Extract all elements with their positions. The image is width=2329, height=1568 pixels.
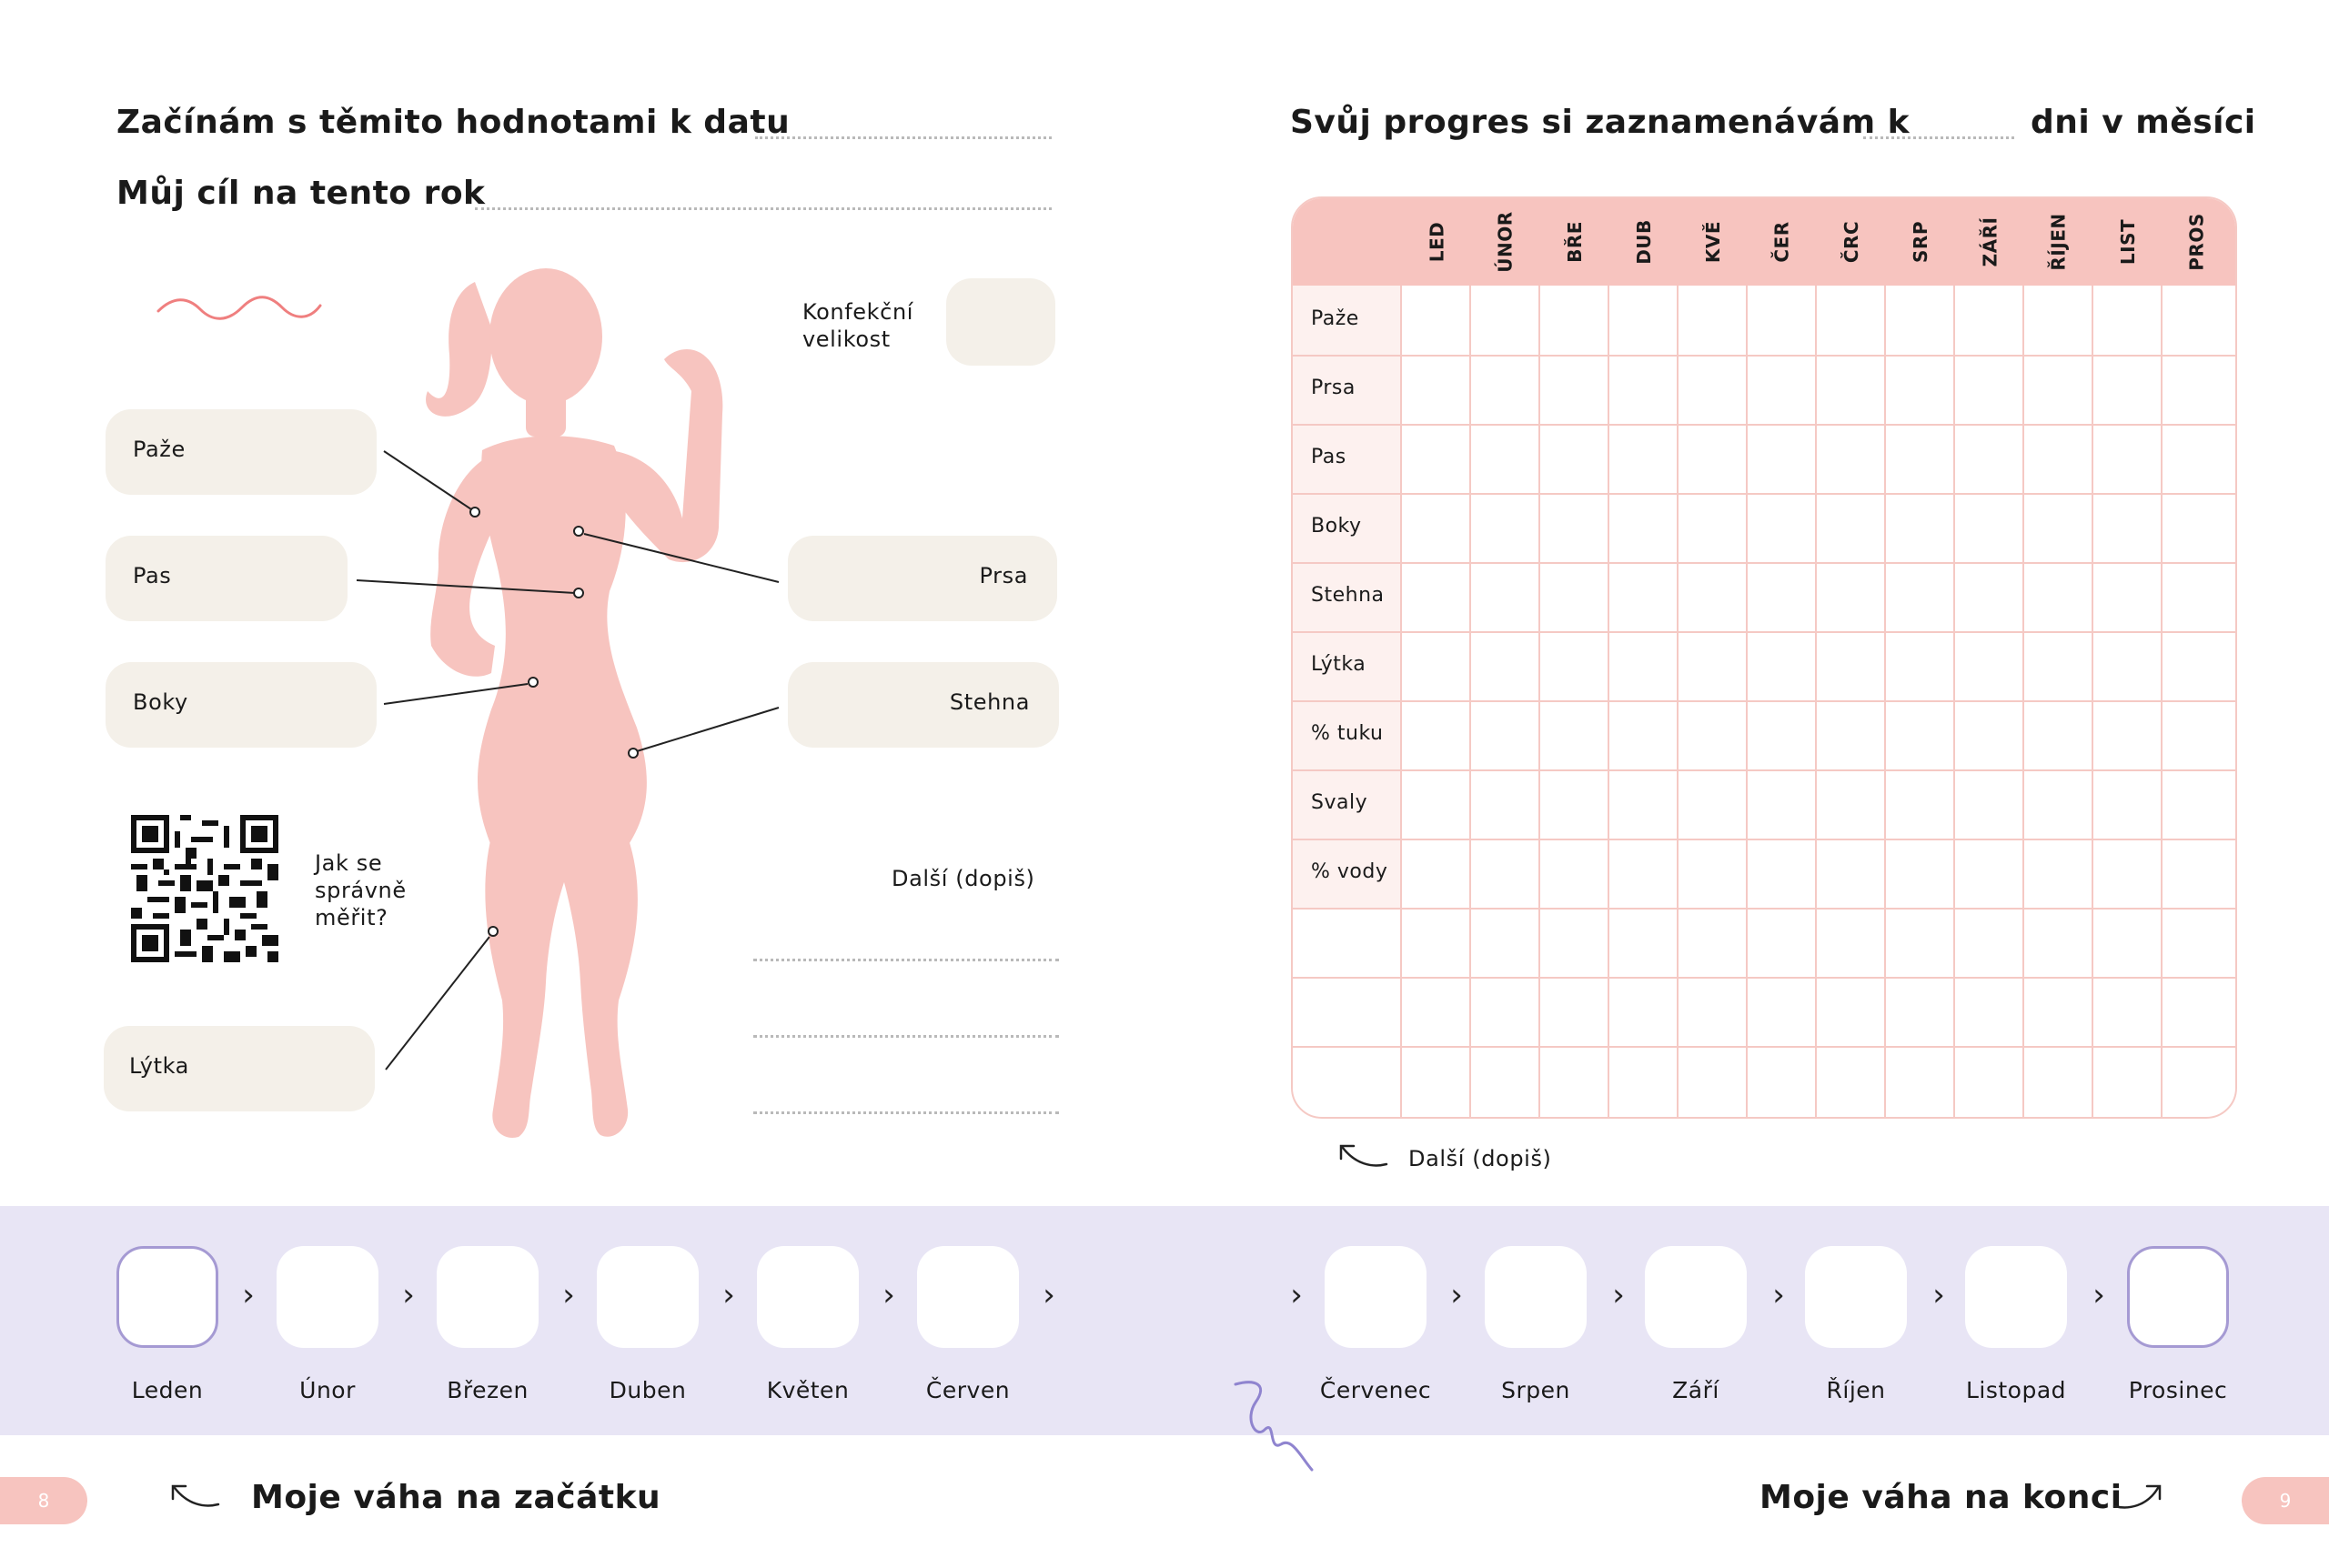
row-label: Pas: [1311, 446, 1346, 468]
row-label: % vody: [1311, 860, 1388, 883]
size-field[interactable]: [946, 278, 1055, 366]
col-header: ŘÍJEN: [2048, 213, 2070, 271]
month-box-kveten[interactable]: [757, 1246, 859, 1348]
chevron-right-icon: ›: [402, 1277, 415, 1313]
month-label: Prosinec: [2128, 1377, 2228, 1403]
arms-label: Paže: [133, 437, 186, 462]
thighs-field[interactable]: [788, 662, 1059, 748]
row-label: Stehna: [1311, 584, 1385, 607]
chevron-right-icon: ›: [1612, 1277, 1625, 1313]
page-number-right: 9: [2242, 1477, 2329, 1524]
chevron-right-icon: ›: [1932, 1277, 1945, 1313]
month-box-listopad[interactable]: [1965, 1246, 2067, 1348]
chevron-right-icon: ›: [722, 1277, 735, 1313]
col-header: ČER: [1771, 221, 1793, 263]
col-header: DUB: [1633, 219, 1655, 265]
other-line-3[interactable]: [753, 1111, 1059, 1114]
waist-label: Pas: [133, 563, 172, 588]
col-header: KVĚ: [1701, 220, 1724, 264]
month-box-duben[interactable]: [597, 1246, 699, 1348]
table-body: [1402, 286, 2235, 908]
grid-line: [1293, 631, 2235, 633]
month-label: Srpen: [1501, 1377, 1570, 1403]
month-box-prosinec[interactable]: [2127, 1246, 2229, 1348]
month-label: Červen: [925, 1377, 1011, 1403]
month-label: Květen: [766, 1377, 850, 1403]
progress-day-line[interactable]: [1863, 136, 2014, 139]
weight-end-heading: Moje váha na konci: [1759, 1479, 2122, 1516]
progress-heading-suffix: dni v měsíci: [2031, 104, 2256, 141]
grid-line: [1293, 562, 2235, 564]
chevron-right-icon: ›: [242, 1277, 255, 1313]
month-box-leden[interactable]: [116, 1246, 218, 1348]
grid-line: [1293, 493, 2235, 495]
month-box-cervenec[interactable]: [1325, 1246, 1427, 1348]
progress-heading-prefix: Svůj progres si zaznamenávám k: [1290, 104, 1911, 141]
row-label: Paže: [1311, 307, 1359, 330]
thighs-label: Stehna: [949, 689, 1030, 715]
month-label: Září: [1672, 1377, 1719, 1403]
month-label: Duben: [609, 1377, 687, 1403]
row-label: Lýtka: [1311, 653, 1366, 676]
grid-line: [1293, 700, 2235, 702]
curved-arrow-icon: [1336, 1141, 1390, 1173]
month-box-srpen[interactable]: [1485, 1246, 1587, 1348]
month-label: Březen: [447, 1377, 529, 1403]
chest-field[interactable]: [788, 536, 1057, 621]
grid-line: [1293, 908, 2235, 910]
month-label: Únor: [299, 1377, 356, 1403]
other-note: Další (dopiš): [1408, 1146, 1552, 1171]
month-label: Říjen: [1826, 1377, 1886, 1403]
row-label: Boky: [1311, 515, 1362, 538]
grid-line: [1293, 839, 2235, 840]
month-label: Červenec: [1319, 1377, 1432, 1403]
other-line-1[interactable]: [753, 959, 1059, 961]
row-label: Svaly: [1311, 791, 1368, 814]
col-header: ZÁŘÍ: [1978, 216, 2001, 267]
col-header: ÚNOR: [1494, 211, 1517, 273]
row-label: Prsa: [1311, 377, 1356, 399]
arms-field[interactable]: [106, 409, 377, 495]
table-header: [1293, 198, 2235, 286]
weight-start-heading: Moje váha na začátku: [251, 1479, 661, 1516]
col-header: LIST: [2116, 218, 2139, 266]
col-header: ČRC: [1840, 220, 1862, 264]
curved-arrow-icon: [2111, 1481, 2165, 1513]
progress-table: [1291, 196, 2237, 1119]
curved-arrow-icon: [167, 1481, 222, 1513]
grid-line: [1293, 977, 2235, 979]
month-label: Listopad: [1965, 1377, 2067, 1403]
calves-label: Lýtka: [129, 1053, 189, 1079]
start-heading: Začínám s těmito hodnotami k datu: [116, 104, 791, 141]
row-label: % tuku: [1311, 722, 1384, 745]
col-header: LED: [1425, 221, 1447, 263]
col-header: BŘE: [1564, 221, 1586, 263]
other-line-2[interactable]: [753, 1035, 1059, 1038]
page-number-left: 8: [0, 1477, 87, 1524]
size-label: Konfekční velikost: [802, 299, 914, 352]
grid-line: [1293, 1046, 2235, 1048]
chest-label: Prsa: [979, 563, 1028, 588]
month-label: Leden: [131, 1377, 204, 1403]
chevron-right-icon: ›: [562, 1277, 575, 1313]
hips-label: Boky: [133, 689, 188, 715]
month-box-unor[interactable]: [277, 1246, 378, 1348]
chevron-right-icon: ›: [882, 1277, 895, 1313]
qr-caption: Jak se správně měřit?: [315, 850, 407, 930]
col-header: SRP: [1910, 221, 1931, 263]
chevron-right-icon: ›: [1290, 1277, 1303, 1313]
month-box-zari[interactable]: [1645, 1246, 1747, 1348]
other-label: Další (dopiš): [892, 866, 1035, 891]
qr-code: [131, 815, 278, 962]
col-header: PROS: [2186, 213, 2208, 271]
spine-squiggle-decoration: [1228, 1375, 1319, 1475]
month-box-rijen[interactable]: [1805, 1246, 1907, 1348]
grid-line: [1293, 424, 2235, 426]
month-box-brezen[interactable]: [437, 1246, 539, 1348]
goal-heading: Můj cíl na tento rok: [116, 175, 486, 212]
chevron-right-icon: ›: [2092, 1277, 2105, 1313]
chevron-right-icon: ›: [1450, 1277, 1463, 1313]
waist-field[interactable]: [106, 536, 348, 621]
grid-line: [1293, 355, 2235, 357]
hips-field[interactable]: [106, 662, 377, 748]
calves-field[interactable]: [104, 1026, 375, 1111]
chevron-right-icon: ›: [1772, 1277, 1785, 1313]
month-box-cerven[interactable]: [917, 1246, 1019, 1348]
grid-line: [1293, 769, 2235, 771]
chevron-right-icon: ›: [1043, 1277, 1055, 1313]
